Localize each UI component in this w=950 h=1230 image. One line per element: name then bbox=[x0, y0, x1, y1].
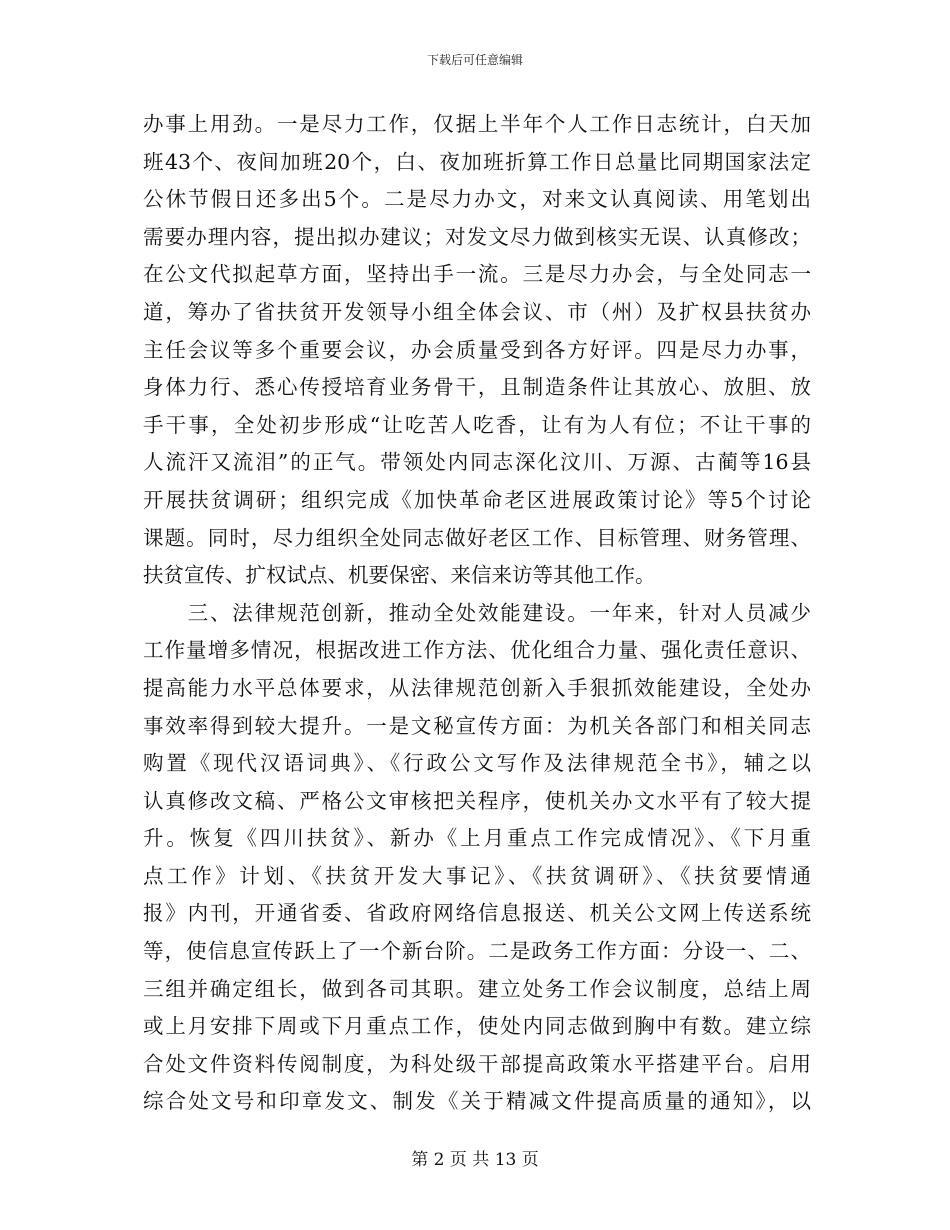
body-line: 道，筹办了省扶贫开发领导小组全体会议、市（州）及扩权县扶贫办 bbox=[143, 299, 811, 324]
body-line: 手干事，全处初步形成“让吃苦人吃香，让有为人有位；不让干事的 bbox=[143, 412, 811, 437]
body-line: 在公文代拟起草方面，坚持出手一流。三是尽力办会，与全处同志一 bbox=[143, 262, 811, 287]
body-line: 购置《现代汉语词典》、《行政公文写作及法律规范全书》，辅之以 bbox=[143, 751, 811, 776]
body-line: 需要办理内容，提出拟办建议；对发文尽力做到核实无误、认真修改； bbox=[143, 224, 811, 249]
page-number-footer: 第 2 页 共 13 页 bbox=[411, 1150, 539, 1170]
body-line: 课题。同时，尽力组织全处同志做好老区工作、目标管理、财务管理、 bbox=[143, 525, 811, 550]
page-header-note: 下载后可任意编辑 bbox=[426, 53, 523, 67]
body-line: 提高能力水平总体要求，从法律规范创新入手狠抓效能建设，全处办 bbox=[143, 675, 811, 700]
body-line-paragraph-end: 扶贫宣传、扩权试点、机要保密、来信来访等其他工作。 bbox=[143, 563, 656, 588]
body-line: 报》内刊，开通省委、省政府网络信息报送、机关公文网上传送系统 bbox=[143, 901, 811, 926]
body-line: 升。恢复《四川扶贫》、新办《上月重点工作完成情况》、《下月重 bbox=[143, 826, 811, 851]
body-line: 主任会议等多个重要会议，办会质量受到各方好评。四是尽力办事， bbox=[143, 337, 811, 362]
body-line: 等，使信息宣传跃上了一个新台阶。二是政务工作方面：分设一、二、 bbox=[143, 939, 811, 964]
body-line: 综合处文号和印章发文、制发《关于精减文件提高质量的通知》，以 bbox=[143, 1089, 811, 1114]
body-line: 或上月安排下周或下月重点工作，使处内同志做到胸中有数。建立综 bbox=[143, 1014, 811, 1039]
body-line: 身体力行、悉心传授培育业务骨干，且制造条件让其放心、放胆、放 bbox=[143, 375, 811, 400]
body-line: 人流汗又流泪”的正气。带领处内同志深化汶川、万源、古蔺等16县 bbox=[143, 450, 811, 475]
body-line: 点工作》计划、《扶贫开发大事记》、《扶贫调研》、《扶贫要情通 bbox=[143, 863, 811, 888]
document-body bbox=[143, 106, 811, 1121]
body-line: 三组并确定组长，做到各司其职。建立处务工作会议制度，总结上周 bbox=[143, 976, 811, 1001]
body-line: 认真修改文稿、严格公文审核把关程序，使机关办文水平有了较大提 bbox=[143, 788, 811, 813]
body-line: 公休节假日还多出5个。二是尽力办文，对来文认真阅读、用笔划出 bbox=[143, 187, 811, 212]
body-line: 事效率得到较大提升。一是文秘宣传方面：为机关各部门和相关同志 bbox=[143, 713, 811, 738]
body-line: 工作量增多情况，根据改进工作方法、优化组合力量、强化责任意识、 bbox=[143, 638, 811, 663]
body-line: 班43个、夜间加班20个，白、夜加班折算工作日总量比同期国家法定 bbox=[143, 149, 811, 174]
body-line: 办事上用劲。一是尽力工作，仅据上半年个人工作日志统计，白天加 bbox=[143, 112, 811, 136]
body-line: 开展扶贫调研；组织完成《加快革命老区进展政策讨论》等5个讨论 bbox=[143, 487, 811, 512]
body-line-section-heading: 三、法律规范创新，推动全处效能建设。一年来，针对人员减少 bbox=[143, 600, 811, 625]
body-line: 合处文件资料传阅制度，为科处级干部提高政策水平搭建平台。启用 bbox=[143, 1051, 811, 1076]
